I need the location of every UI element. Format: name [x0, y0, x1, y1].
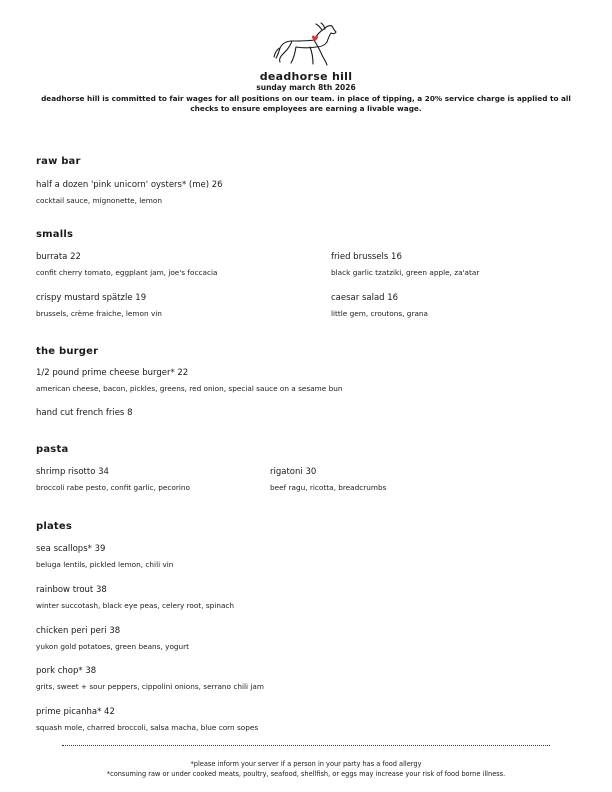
item-title: fried brussels 16: [331, 252, 402, 262]
menu-item: [36, 368, 342, 394]
menu-item: [36, 544, 173, 570]
menu-header: [0, 70, 612, 114]
item-title: rainbow trout 38: [36, 585, 107, 595]
item-title: caesar salad 16: [331, 293, 399, 303]
section-pasta-title: pasta: [36, 444, 69, 455]
menu-date: sunday march 8th 2026: [256, 83, 356, 92]
menu-item: [331, 293, 428, 319]
menu-item: [36, 293, 162, 319]
item-description: little gem, croutons, grana: [331, 309, 429, 318]
item-description: american cheese, bacon, pickles, greens, red onion, special sauce on a sesame bun: [36, 384, 343, 393]
item-title: chicken peri peri 38: [36, 626, 121, 636]
item-title: crispy mustard spätzle 19: [36, 293, 147, 303]
item-title: shrimp risotto 34: [36, 467, 109, 477]
item-description: squash mole, charred broccoli, salsa macha, blue corn sopes: [36, 723, 259, 732]
item-description: black garlic tzatziki, green apple, za'atar: [331, 268, 480, 277]
item-title: burrata 22: [36, 252, 81, 262]
menu-item: [36, 467, 190, 493]
item-description: winter succotash, black eye peas, celery root, spinach: [36, 601, 235, 610]
menu-item: [36, 585, 234, 611]
item-description: grits, sweet + sour peppers, cippolini onions, serrano chili jam: [36, 682, 264, 691]
menu-item: [270, 467, 386, 493]
item-description: confit cherry tomato, eggplant jam, joe's foccacia: [36, 268, 218, 277]
section-plates-title: plates: [36, 521, 73, 532]
item-title: prime picanha* 42: [36, 707, 115, 717]
menu-item: [36, 666, 264, 692]
item-title: sea scallops* 39: [36, 544, 106, 554]
allergy-notice: *please inform your server if a person in your party has a food allergy: [190, 760, 422, 768]
section-smalls-title: smalls: [36, 229, 74, 240]
item-description: beef ragu, ricotta, breadcrumbs: [270, 483, 387, 492]
section-burger-title: the burger: [36, 346, 99, 357]
item-title: half a dozen 'pink unicorn' oysters* (me) 26: [36, 180, 223, 190]
restaurant-name: deadhorse hill: [259, 70, 353, 83]
menu-item: [36, 180, 223, 206]
menu-item: [36, 408, 132, 419]
item-title: pork chop* 38: [36, 666, 97, 676]
horse-logo-icon: [272, 20, 342, 68]
item-description: beluga lentils, pickled lemon, chili vin: [36, 560, 174, 569]
menu-item: [36, 626, 189, 652]
item-description: brussels, crème fraiche, lemon vin: [36, 309, 162, 318]
menu-item: [36, 707, 258, 733]
item-description: broccoli rabe pesto, confit garlic, pecorino: [36, 483, 190, 492]
item-description: yukon gold potatoes, green beans, yogurt: [36, 642, 190, 651]
raw-food-warning: *consuming raw or under cooked meats, poultry, seafood, shellfish, or eggs may increase your risk of food borne illness.: [106, 770, 506, 778]
item-title: 1/2 pound prime cheese burger* 22: [36, 368, 189, 378]
section-raw-bar-title: raw bar: [36, 156, 81, 167]
item-title: rigatoni 30: [270, 467, 317, 477]
item-description: cocktail sauce, mignonette, lemon: [36, 196, 162, 205]
menu-item: [36, 252, 217, 278]
service-charge-policy: deadhorse hill is committed to fair wages for all positions on our team. in place of tipping, a 20% service charge is applied to all checks to ensure employees are earning a livable wage.: [41, 94, 571, 113]
dotted-divider: [62, 745, 550, 746]
item-title: hand cut french fries 8: [36, 408, 133, 418]
menu-item: [331, 252, 479, 278]
